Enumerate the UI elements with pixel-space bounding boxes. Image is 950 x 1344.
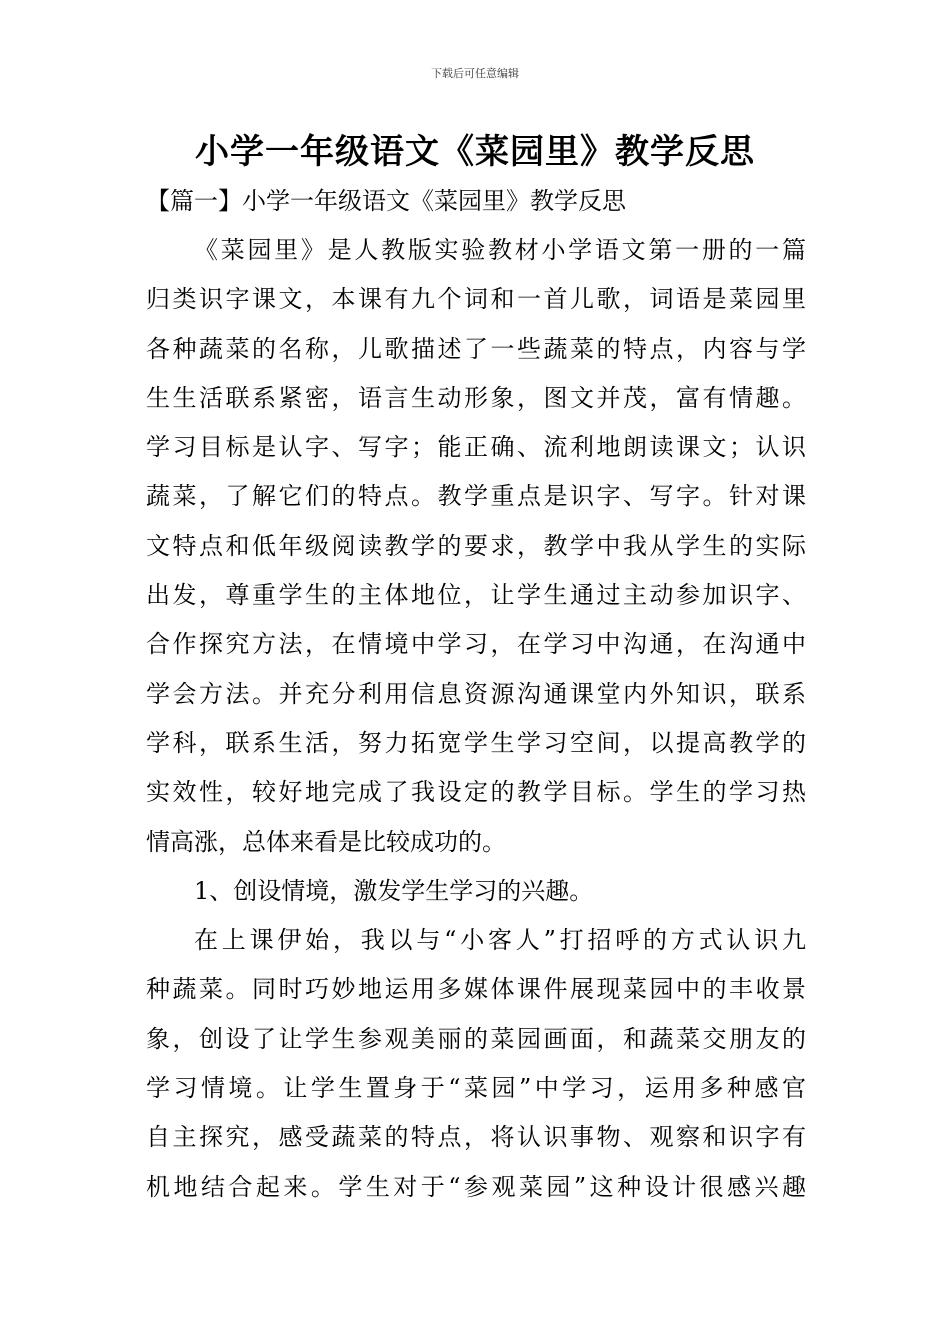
document-title: 小学一年级语文《菜园里》教学反思 <box>195 132 755 172</box>
paragraph-line: 自主探究，感受蔬菜的特点，将认识事物、观察和识字有 <box>146 1123 806 1152</box>
paragraph-line: 学会方法。并充分利用信息资源沟通课堂内外知识，联系 <box>146 679 806 708</box>
paragraph-line: 象，创设了让学生参观美丽的菜园画面，和蔬菜交朋友的 <box>146 1024 806 1053</box>
paragraph-line: 种蔬菜。同时巧妙地运用多媒体课件展现菜园中的丰收景 <box>146 975 806 1004</box>
paragraph-line: 学科，联系生活，努力拓宽学生学习空间，以提高教学的 <box>146 728 806 757</box>
paragraph-line: 蔬菜，了解它们的特点。教学重点是识字、写字。针对课 <box>146 482 806 511</box>
paragraph-line: 实效性，较好地完成了我设定的教学目标。学生的学习热 <box>146 778 806 807</box>
paragraph-line: 情高涨，总体来看是比较成功的。 <box>146 827 506 856</box>
paragraph-line: 各种蔬菜的名称，儿歌描述了一些蔬菜的特点，内容与学 <box>146 334 806 363</box>
paragraph-line: 生生活联系紧密，语言生动形象，图文并茂，富有情趣。 <box>146 383 806 412</box>
paragraph-line: 合作探究方法，在情境中学习，在学习中沟通，在沟通中 <box>146 630 806 659</box>
paragraph-line: 出发，尊重学生的主体地位，让学生通过主动参加识字、 <box>146 581 806 610</box>
paragraph-line: 文特点和低年级阅读教学的要求，教学中我从学生的实际 <box>146 531 806 560</box>
paragraph-line: 《菜园里》是人教版实验教材小学语文第一册的一篇 <box>194 236 806 264</box>
header-note: 下载后可任意编辑 <box>431 67 519 80</box>
paragraph-line: 学习情境。让学生置身于“菜园”中学习，运用多种感官 <box>146 1074 806 1103</box>
paragraph-line: 机地结合起来。学生对于“参观菜园”这种设计很感兴趣 <box>146 1172 806 1201</box>
paragraph-line: 学习目标是认字、写字；能正确、流利地朗读课文；认识 <box>146 433 806 462</box>
body-text <box>146 226 806 1212</box>
section-heading: 【篇一】小学一年级语文《菜园里》教学反思 <box>146 187 626 215</box>
subheading-line: 1、创设情境，激发学生学习的兴趣。 <box>194 876 594 905</box>
paragraph-line: 归类识字课文，本课有九个词和一首儿歌，词语是菜园里 <box>146 285 806 314</box>
paragraph-line: 在上课伊始，我以与“小客人”打招呼的方式认识九 <box>194 926 806 955</box>
